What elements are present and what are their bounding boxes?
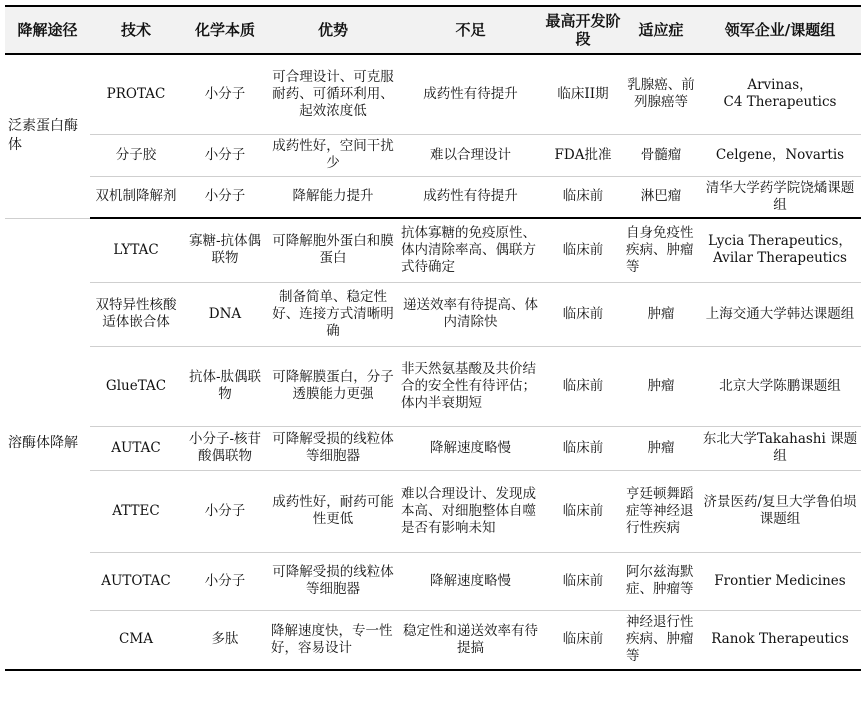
comparison-table xyxy=(5,5,861,671)
org-cell: Ranok Therapeutics xyxy=(711,631,849,648)
path-cell: 溶酶体降解 xyxy=(5,218,90,670)
ind-cell: 亨廷顿舞蹈症等神经退行性疾病 xyxy=(623,470,699,552)
org-cell: 东北大学Takahashi 课题组 xyxy=(699,426,861,470)
org-cell: 济景医药/复旦大学鲁伯埙课题组 xyxy=(699,470,861,552)
dis-cell: 递送效率有待提高、体内清除快 xyxy=(398,282,543,346)
stage-cell: 临床前 xyxy=(543,346,623,426)
ind-cell: 自身免疫性疾病、肿瘤等 xyxy=(623,218,699,282)
dis-cell: 成药性有待提升 xyxy=(398,176,543,218)
chem-cell: 抗体-肽偶联物 xyxy=(182,346,268,426)
chem-cell: 小分子 xyxy=(182,176,268,218)
stage-cell: 临床前 xyxy=(543,552,623,610)
dis-cell: 非天然氨基酸及共价结合的安全性有待评估；体内半衰期短 xyxy=(398,346,543,426)
col-header-dis: 不足 xyxy=(398,6,543,54)
ind-cell: 肿瘤 xyxy=(623,346,699,426)
table-row xyxy=(5,426,861,470)
table-row xyxy=(5,134,861,176)
col-header-stage: 最高开发阶段 xyxy=(543,6,623,54)
chem-cell: 小分子 xyxy=(182,470,268,552)
org-cell: Celgene，Novartis xyxy=(699,134,861,176)
dis-cell: 稳定性和递送效率有待提搞 xyxy=(403,622,538,656)
ind-cell: 阿尔兹海默症、肿瘤等 xyxy=(623,552,699,610)
table-row xyxy=(5,54,861,134)
ind-cell: 乳腺癌、前列腺癌等 xyxy=(623,54,699,134)
tech-cell: 分子胶 xyxy=(90,134,182,176)
chem-cell: 小分子 xyxy=(182,54,268,134)
dis-cell: 难以合理设计、发现成本高、对细胞整体自噬是否有影响未知 xyxy=(398,470,543,552)
ind-cell: 肿瘤 xyxy=(623,426,699,470)
stage-cell: 临床前 xyxy=(543,176,623,218)
table-row xyxy=(5,176,861,218)
dis-cell: 降解速度略慢 xyxy=(398,552,543,610)
stage-cell: 临床II期 xyxy=(543,54,623,134)
table-row xyxy=(5,218,861,282)
tech-cell: ATTEC xyxy=(90,470,182,552)
dis-cell: 降解速度略慢 xyxy=(398,426,543,470)
chem-cell: DNA xyxy=(182,282,268,346)
adv-cell: 降解能力提升 xyxy=(268,176,398,218)
stage-cell: 临床前 xyxy=(543,282,623,346)
col-header-ind: 适应症 xyxy=(623,6,699,54)
tech-cell: 双特异性核酸适体嵌合体 xyxy=(90,282,182,346)
adv-cell: 可降解受损的线粒体等细胞器 xyxy=(268,552,398,610)
stage-cell: 临床前 xyxy=(543,218,623,282)
chem-cell: 寡糖-抗体偶联物 xyxy=(182,218,268,282)
org-cell: 上海交通大学韩达课题组 xyxy=(699,282,861,346)
col-header-adv: 优势 xyxy=(268,6,398,54)
tech-cell: AUTOTAC xyxy=(90,552,182,610)
chem-cell: 小分子-核苷酸偶联物 xyxy=(182,426,268,470)
tech-cell: 双机制降解剂 xyxy=(90,176,182,218)
adv-cell: 可降解受损的线粒体等细胞器 xyxy=(268,426,398,470)
table-row xyxy=(5,470,861,552)
tech-cell: GlueTAC xyxy=(90,346,182,426)
adv-cell: 降解速度快，专一性好，容易设计 xyxy=(271,622,393,656)
tech-cell: LYTAC xyxy=(90,218,182,282)
stage-cell: FDA批准 xyxy=(543,134,623,176)
adv-cell: 可降解膜蛋白，分子透膜能力更强 xyxy=(268,346,398,426)
dis-cell: 难以合理设计 xyxy=(398,134,543,176)
stage-cell: 临床前 xyxy=(543,426,623,470)
col-header-chem: 化学本质 xyxy=(182,6,268,54)
adv-cell: 可合理设计、可克服耐药、可循环利用、起效浓度低 xyxy=(268,54,398,134)
adv-cell: 成药性好，空间干扰少 xyxy=(268,134,398,176)
path-cell: 泛素蛋白酶体 xyxy=(5,54,90,218)
table-row xyxy=(5,610,861,670)
chem-cell: 小分子 xyxy=(182,134,268,176)
chem-cell: 小分子 xyxy=(182,552,268,610)
org-cell: 清华大学药学院饶燏课题组 xyxy=(699,176,861,218)
tech-cell: PROTAC xyxy=(90,54,182,134)
ind-cell: 骨髓瘤 xyxy=(623,134,699,176)
org-cell: Lycia Therapeutics，Avilar Therapeutics xyxy=(699,218,861,282)
ind-cell: 肿瘤 xyxy=(623,282,699,346)
col-header-tech: 技术 xyxy=(90,6,182,54)
dis-cell: 成药性有待提升 xyxy=(398,54,543,134)
org-cell: 北京大学陈鹏课题组 xyxy=(699,346,861,426)
tech-cell: CMA xyxy=(119,631,153,648)
stage-cell: 临床前 xyxy=(543,470,623,552)
org-cell: Frontier Medicines xyxy=(699,552,861,610)
col-header-org: 领军企业/课题组 xyxy=(699,6,861,54)
ind-cell: 淋巴瘤 xyxy=(623,176,699,218)
ind-cell: 神经退行性疾病、肿瘤等 xyxy=(626,614,694,665)
col-header-path: 降解途径 xyxy=(5,6,90,54)
adv-cell: 可降解胞外蛋白和膜蛋白 xyxy=(268,218,398,282)
tech-cell: AUTAC xyxy=(90,426,182,470)
table-row xyxy=(5,282,861,346)
chem-cell: 多肽 xyxy=(211,631,239,648)
table-row xyxy=(5,346,861,426)
dis-cell: 抗体寡糖的免疫原性、体内清除率高、偶联方式待确定 xyxy=(398,218,543,282)
table-row xyxy=(5,552,861,610)
stage-cell: 临床前 xyxy=(562,631,604,648)
adv-cell: 成药性好，耐药可能性更低 xyxy=(268,470,398,552)
adv-cell: 制备简单、稳定性好、连接方式清晰明确 xyxy=(268,282,398,346)
header-row xyxy=(5,6,861,54)
org-cell: Arvinas， C4 Therapeutics xyxy=(699,54,861,134)
